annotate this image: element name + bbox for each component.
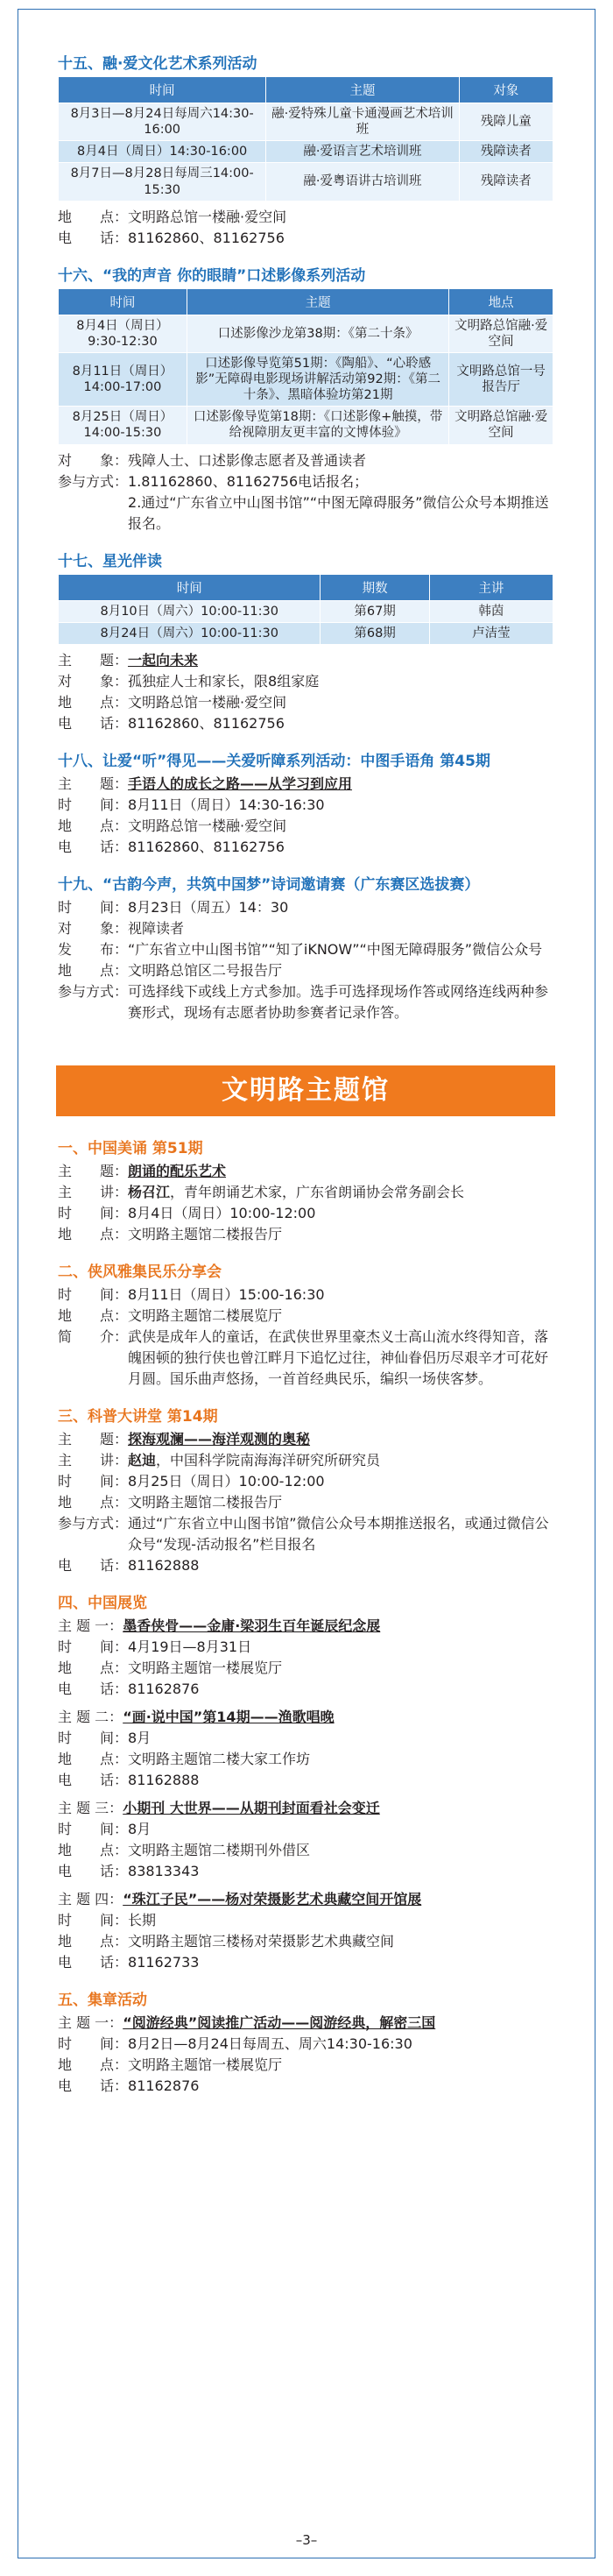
field-value: 文明路总馆区二号报告厅 bbox=[128, 961, 283, 979]
field-value: 手语人的成长之路——从学习到应用 bbox=[128, 775, 353, 792]
phone-row bbox=[58, 1952, 553, 1973]
section-15-title: 十五、融·爱文化艺术系列活动 bbox=[58, 55, 257, 73]
table-cell: 文明路总馆融·爱空间 bbox=[449, 315, 553, 352]
field-label: 参与方式： bbox=[58, 982, 129, 1000]
table-cell: 第68期 bbox=[321, 622, 429, 644]
table-header: 时间 bbox=[59, 574, 321, 600]
table-row bbox=[59, 600, 553, 622]
place-row bbox=[58, 1931, 553, 1952]
field-value: 8月2日—8月24日每周五、周六14:30-16:30 bbox=[128, 2035, 412, 2052]
table-row bbox=[59, 103, 553, 141]
section-18 bbox=[58, 748, 553, 858]
field-value: 文明路主题馆二楼展览厅 bbox=[128, 1306, 283, 1324]
table-cell: 口述影像导览第51期：《陶船》、“心聆感影”无障碍电影现场讲解活动第92期：《第二十条》、黑暗体验坊第21期 bbox=[187, 352, 448, 406]
table-header: 地点 bbox=[449, 288, 553, 315]
exhibition-item bbox=[58, 1616, 553, 1700]
field-label: 参与方式： bbox=[58, 472, 129, 490]
table-header: 时间 bbox=[59, 77, 266, 103]
field-value: 8月 bbox=[128, 1820, 151, 1837]
table-cell: 8月7日—8月28日每周三14:00-15:30 bbox=[59, 163, 266, 201]
speaker-row bbox=[58, 1450, 553, 1471]
exhibition-item bbox=[58, 1798, 553, 1882]
join-row bbox=[58, 471, 553, 534]
theme-section-2 bbox=[58, 1259, 553, 1390]
field-label: 电 话： bbox=[58, 838, 129, 855]
place-row bbox=[58, 1658, 553, 1679]
table-cell: 8月11日（周日）14:00-17:00 bbox=[59, 352, 187, 406]
theme-section-5 bbox=[58, 1987, 553, 2097]
field-value: 文明路总馆一楼融·爱空间 bbox=[128, 817, 287, 834]
field-value: 武侠是成年人的童话，在武侠世界里豪杰义士高山流水终得知音，落魄困顿的独行侠也曾江畔月下追忆过往，神仙眷侣历尽艰辛才可花好月圆。国乐曲声悠扬，一首首经典民乐，编织一场侠客梦。 bbox=[128, 1327, 549, 1387]
table-cell: 8月25日（周日）14:00-15:30 bbox=[59, 407, 187, 444]
theme-section-2-title: 二、侠风雅集民乐分享会 bbox=[58, 1263, 222, 1281]
section-banner: 文明路主题馆 bbox=[56, 1065, 555, 1116]
subject-row bbox=[58, 1707, 553, 1728]
field-value: 8月25日（周日）10:00-12:00 bbox=[128, 1472, 325, 1490]
field-label: 地 点： bbox=[58, 1225, 129, 1242]
table-header: 主题 bbox=[266, 77, 459, 103]
field-label: 地 点： bbox=[58, 693, 129, 711]
field-label: 主 题 一： bbox=[58, 1617, 123, 1634]
phone-row bbox=[58, 2076, 553, 2097]
section-15 bbox=[58, 51, 553, 249]
field-label: 主 题 四： bbox=[58, 1890, 123, 1907]
section-18-title: 十八、让爱“听”得见——关爱听障系列活动：中图手语角 第45期 bbox=[58, 752, 490, 770]
place-row bbox=[58, 1492, 553, 1513]
theme-section-5-title: 五、集章活动 bbox=[58, 1991, 147, 2009]
field-label: 地 点： bbox=[58, 1750, 129, 1767]
time-row bbox=[58, 795, 553, 816]
field-value: 文明路主题馆一楼展览厅 bbox=[128, 1659, 283, 1676]
field-label: 主 题 二： bbox=[58, 1708, 123, 1725]
field-label: 电 话： bbox=[58, 1556, 129, 1574]
field-value: 朗诵的配乐艺术 bbox=[128, 1162, 227, 1179]
place-row bbox=[58, 1306, 553, 1327]
field-value: 通过“广东省立中山图书馆”微信公众号本期推送报名，或通过微信公众号“发现-活动报名”栏目报名 bbox=[128, 1514, 549, 1553]
time-row bbox=[58, 897, 553, 918]
field-label: 地 点： bbox=[58, 1841, 129, 1858]
page-content bbox=[58, 51, 553, 2111]
exhibition-item bbox=[58, 1889, 553, 1973]
field-value: 小期刊 大世界——从期刊封面看社会变迁 bbox=[123, 1799, 380, 1816]
time-row bbox=[58, 2034, 553, 2055]
subject-row bbox=[58, 2013, 553, 2034]
table-cell: 残障读者 bbox=[459, 163, 553, 201]
field-label: 对 象： bbox=[58, 919, 129, 937]
subject-row bbox=[58, 1161, 553, 1182]
subject-row bbox=[58, 650, 553, 671]
field-label: 地 点： bbox=[58, 1659, 129, 1676]
field-label: 电 话： bbox=[58, 1771, 129, 1788]
table-cell: 8月24日（周六）10:00-11:30 bbox=[59, 622, 321, 644]
field-label: 发 布： bbox=[58, 940, 129, 958]
section-16 bbox=[58, 263, 553, 534]
speaker-name: 杨召江 bbox=[128, 1183, 171, 1200]
target-row bbox=[58, 450, 553, 471]
field-label: 对 象： bbox=[58, 451, 129, 469]
field-label: 地 点： bbox=[58, 2056, 129, 2073]
table-row bbox=[59, 407, 553, 444]
table-row bbox=[59, 163, 553, 201]
theme-section-4-title: 四、中国展览 bbox=[58, 1594, 147, 1612]
table-header: 主讲 bbox=[429, 574, 553, 600]
field-value: “阅游经典”阅读推广活动——阅游经典，解密三国 bbox=[123, 2013, 436, 2031]
table-cell: 融·爱语言艺术培训班 bbox=[266, 141, 459, 163]
field-value: 8月11日（周日）15:00-16:30 bbox=[128, 1285, 325, 1303]
field-value: 探海观澜——海洋观测的奥秘 bbox=[128, 1430, 311, 1447]
speaker-name: 赵迪 bbox=[128, 1451, 157, 1468]
field-value: 8月23日（周五）14：30 bbox=[128, 898, 289, 916]
field-value: “珠江子民”——杨对荣摄影艺术典藏空间开馆展 bbox=[123, 1890, 422, 1907]
field-value: 81162860、81162756 bbox=[128, 838, 285, 855]
section-17-title: 十七、星光伴读 bbox=[58, 552, 162, 570]
phone-row bbox=[58, 1770, 553, 1791]
field-label: 主 题 一： bbox=[58, 2013, 123, 2031]
field-label: 主 题： bbox=[58, 1162, 129, 1179]
field-value: 一起向未来 bbox=[128, 651, 199, 669]
field-value: 81162876 bbox=[128, 2077, 200, 2094]
field-value: 残障人士、口述影像志愿者及普通读者 bbox=[128, 451, 367, 469]
table-cell: 文明路总馆融·爱空间 bbox=[449, 407, 553, 444]
field-value: 孤独症人士和家长，限8组家庭 bbox=[128, 672, 320, 690]
field-label: 对 象： bbox=[58, 672, 129, 690]
intro-row bbox=[58, 1327, 553, 1390]
section-19-title: 十九、“古韵今声，共筑中国梦”诗词邀请赛（广东赛区选拔赛） bbox=[58, 875, 480, 894]
field-label: 电 话： bbox=[58, 1680, 129, 1697]
publish-row bbox=[58, 939, 553, 960]
field-label: 地 点： bbox=[58, 1493, 129, 1511]
page-number: –3– bbox=[295, 2532, 318, 2548]
place-row bbox=[58, 692, 553, 713]
table-cell: 8月10日（周六）10:00-11:30 bbox=[59, 600, 321, 622]
field-label: 时 间： bbox=[58, 1911, 129, 1928]
field-label: 电 话： bbox=[58, 714, 129, 732]
speaker-row bbox=[58, 1182, 553, 1203]
field-label: 主 题： bbox=[58, 651, 129, 669]
field-label: 时 间： bbox=[58, 898, 129, 916]
phone-row bbox=[58, 228, 553, 249]
section-17-table bbox=[58, 574, 553, 645]
join-step-2: 2.通过“广东省立中山图书馆”“中图无障碍服务”微信公众号本期推送报名。 bbox=[128, 493, 549, 532]
time-row bbox=[58, 1728, 553, 1749]
target-row bbox=[58, 671, 553, 692]
subject-row bbox=[58, 774, 553, 795]
table-cell: 韩茵 bbox=[429, 600, 553, 622]
table-header: 对象 bbox=[459, 77, 553, 103]
place-row bbox=[58, 1224, 553, 1245]
table-header: 主题 bbox=[187, 288, 448, 315]
field-label: 时 间： bbox=[58, 796, 129, 813]
time-row bbox=[58, 1637, 553, 1658]
field-value: 可选择线下或线上方式参加。选手可选择现场作答或网络连线两种参赛形式，现场有志愿者协助参赛者记录作答。 bbox=[128, 982, 549, 1021]
target-row bbox=[58, 918, 553, 939]
time-row bbox=[58, 1910, 553, 1931]
table-row bbox=[59, 141, 553, 163]
table-cell: 口述影像沙龙第38期：《第二十条》 bbox=[187, 315, 448, 352]
exhibition-item bbox=[58, 1707, 553, 1791]
phone-row bbox=[58, 1861, 553, 1882]
field-value: 文明路总馆一楼融·爱空间 bbox=[128, 693, 287, 711]
place-row bbox=[58, 816, 553, 837]
field-label: 主 讲： bbox=[58, 1451, 129, 1468]
place-row bbox=[58, 2055, 553, 2076]
subject-row bbox=[58, 1798, 553, 1819]
table-header: 时间 bbox=[59, 288, 187, 315]
table-cell: 残障读者 bbox=[459, 141, 553, 163]
time-row bbox=[58, 1203, 553, 1224]
table-cell: 第67期 bbox=[321, 600, 429, 622]
field-label: 主 题： bbox=[58, 1430, 129, 1447]
field-value bbox=[128, 471, 553, 534]
field-label: 时 间： bbox=[58, 1729, 129, 1746]
time-row bbox=[58, 1284, 553, 1306]
field-value: 长期 bbox=[128, 1911, 157, 1928]
field-label: 地 点： bbox=[58, 1932, 129, 1950]
phone-row bbox=[58, 1679, 553, 1700]
time-row bbox=[58, 1819, 553, 1840]
section-17 bbox=[58, 548, 553, 734]
table-cell: 8月4日（周日）9:30-12:30 bbox=[59, 315, 187, 352]
subject-row bbox=[58, 1616, 553, 1637]
field-label: 参与方式： bbox=[58, 1514, 129, 1532]
field-label: 电 话： bbox=[58, 2077, 129, 2094]
field-value: 文明路总馆一楼融·爱空间 bbox=[128, 208, 287, 225]
field-label: 时 间： bbox=[58, 1820, 129, 1837]
place-row bbox=[58, 960, 553, 981]
field-label: 地 点： bbox=[58, 961, 129, 979]
section-19 bbox=[58, 872, 553, 1023]
field-value: “广东省立中山图书馆”“知了iKNOW”“中图无障碍服务”微信公众号 bbox=[128, 940, 543, 958]
field-value: 文明路主题馆三楼杨对荣摄影艺术典藏空间 bbox=[128, 1932, 395, 1950]
section-16-table bbox=[58, 288, 553, 445]
section-16-title: 十六、“我的声音 你的眼睛”口述影像系列活动 bbox=[58, 266, 366, 285]
field-label: 地 点： bbox=[58, 1306, 129, 1324]
table-cell: 8月4日（周日）14:30-16:00 bbox=[59, 141, 266, 163]
join-step-1: 1.81162860、81162756电话报名； bbox=[128, 472, 369, 490]
field-value: 81162860、81162756 bbox=[128, 229, 285, 246]
field-label: 电 话： bbox=[58, 1953, 129, 1971]
field-value: 文明路主题馆二楼大家工作坊 bbox=[128, 1750, 311, 1767]
field-value: 81162860、81162756 bbox=[128, 714, 285, 732]
field-value: 81162888 bbox=[128, 1771, 200, 1788]
field-value: 文明路主题馆二楼期刊外借区 bbox=[128, 1841, 311, 1858]
field-value: 墨香侠骨——金庸·梁羽生百年诞辰纪念展 bbox=[123, 1617, 381, 1634]
field-label: 时 间： bbox=[58, 1204, 129, 1221]
phone-row bbox=[58, 837, 553, 858]
field-value: 81162888 bbox=[128, 1556, 200, 1574]
field-value: 文明路主题馆二楼报告厅 bbox=[128, 1225, 283, 1242]
field-value: 83813343 bbox=[128, 1862, 200, 1879]
field-label: 地 点： bbox=[58, 208, 129, 225]
field-value: 8月11日（周日）14:30-16:30 bbox=[128, 796, 325, 813]
field-value: 8月 bbox=[128, 1729, 151, 1746]
field-label: 时 间： bbox=[58, 1472, 129, 1490]
speaker-desc: ，青年朗诵艺术家，广东省朗诵协会常务副会长 bbox=[170, 1183, 465, 1200]
field-value bbox=[128, 1182, 553, 1203]
place-row bbox=[58, 207, 553, 228]
place-row bbox=[58, 1840, 553, 1861]
join-row bbox=[58, 981, 553, 1023]
theme-section-3 bbox=[58, 1404, 553, 1576]
field-value: 4月19日—8月31日 bbox=[128, 1638, 252, 1655]
field-value: 81162876 bbox=[128, 1680, 200, 1697]
table-row bbox=[59, 622, 553, 644]
field-label: 时 间： bbox=[58, 2035, 129, 2052]
subject-row bbox=[58, 1429, 553, 1450]
field-label: 电 话： bbox=[58, 1862, 129, 1879]
join-row bbox=[58, 1513, 553, 1555]
field-value: 81162733 bbox=[128, 1953, 200, 1971]
phone-row bbox=[58, 1555, 553, 1576]
field-label: 时 间： bbox=[58, 1638, 129, 1655]
field-label: 简 介： bbox=[58, 1327, 129, 1345]
field-label: 主 讲： bbox=[58, 1183, 129, 1200]
theme-section-3-title: 三、科普大讲堂 第14期 bbox=[58, 1407, 218, 1426]
field-label: 地 点： bbox=[58, 817, 129, 834]
table-cell: 8月3日—8月24日每周六14:30-16:00 bbox=[59, 103, 266, 141]
field-value: “画·说中国”第14期——渔歌唱晚 bbox=[123, 1708, 335, 1725]
field-value: 8月4日（周日）10:00-12:00 bbox=[128, 1204, 316, 1221]
place-row bbox=[58, 1749, 553, 1770]
field-label: 主 题 三： bbox=[58, 1799, 123, 1816]
field-value bbox=[128, 1450, 553, 1471]
field-label: 电 话： bbox=[58, 229, 129, 246]
field-value: 文明路主题馆二楼报告厅 bbox=[128, 1493, 283, 1511]
section-15-table bbox=[58, 76, 553, 202]
table-header: 期数 bbox=[321, 574, 429, 600]
time-row bbox=[58, 1471, 553, 1492]
speaker-desc: ，中国科学院南海海洋研究所研究员 bbox=[156, 1451, 381, 1468]
table-row bbox=[59, 352, 553, 406]
table-cell: 文明路总馆一号报告厅 bbox=[449, 352, 553, 406]
table-cell: 融·爱特殊儿童卡通漫画艺术培训班 bbox=[266, 103, 459, 141]
theme-section-4 bbox=[58, 1590, 553, 1973]
table-row bbox=[59, 315, 553, 352]
field-value: 视障读者 bbox=[128, 919, 185, 937]
table-cell: 融·爱粤语讲古培训班 bbox=[266, 163, 459, 201]
subject-row bbox=[58, 1889, 553, 1910]
table-cell: 卢洁莹 bbox=[429, 622, 553, 644]
phone-row bbox=[58, 713, 553, 734]
field-label: 时 间： bbox=[58, 1285, 129, 1303]
theme-section-1-title: 一、中国美诵 第51期 bbox=[58, 1139, 203, 1157]
theme-section-1 bbox=[58, 1136, 553, 1245]
field-value: 文明路主题馆一楼展览厅 bbox=[128, 2056, 283, 2073]
table-cell: 口述影像导览第18期：《口述影像+触摸，带给视障朋友更丰富的文博体验》 bbox=[187, 407, 448, 444]
field-label: 主 题： bbox=[58, 775, 129, 792]
table-cell: 残障儿童 bbox=[459, 103, 553, 141]
